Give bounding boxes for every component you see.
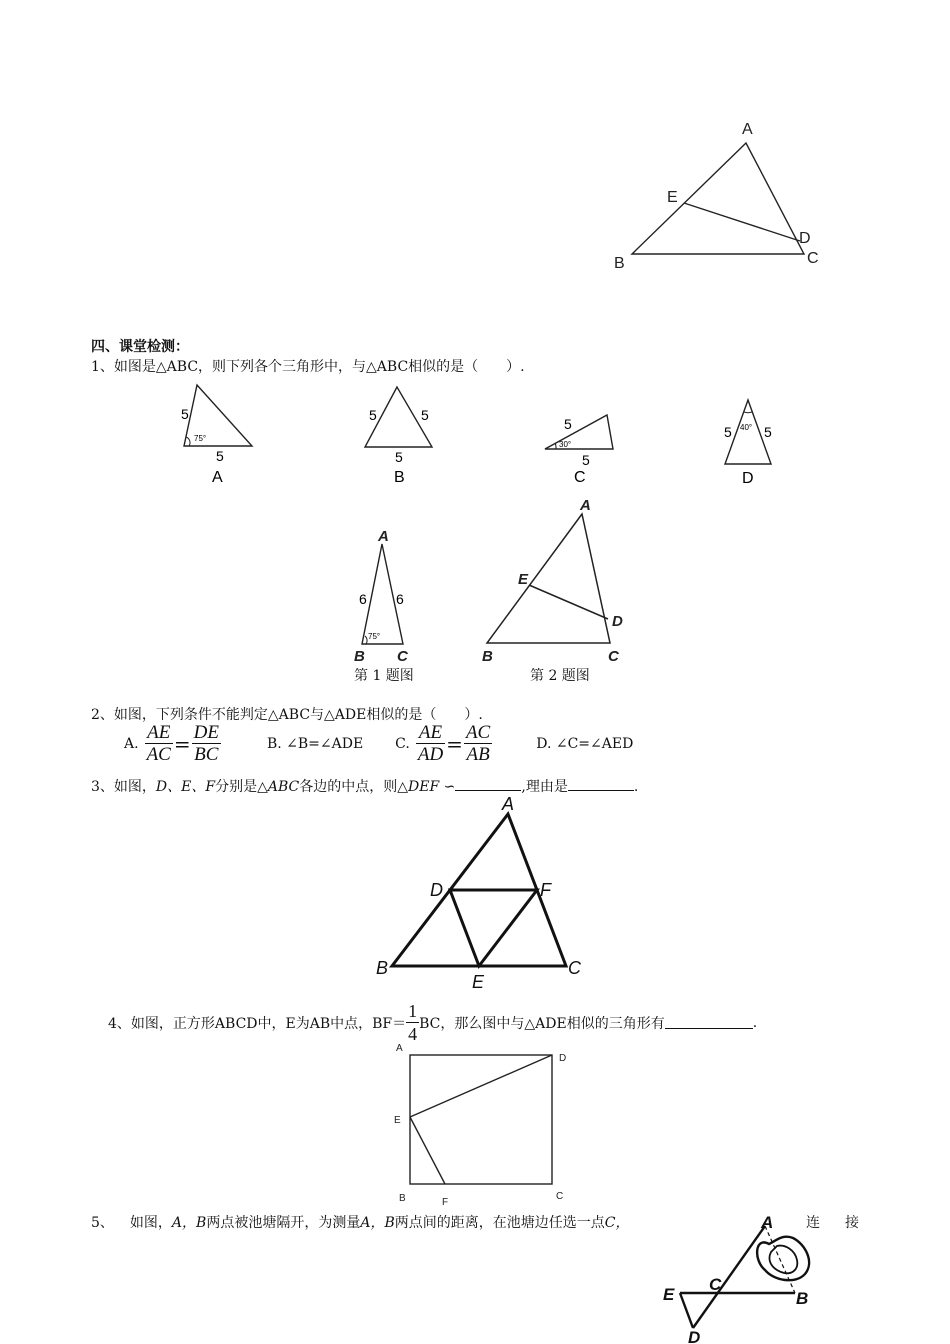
q2-option-a-label: A. — [124, 735, 139, 752]
q3-def: DEF — [408, 779, 440, 795]
q5-label-a: A — [761, 1213, 774, 1232]
frac-num: AE — [145, 722, 173, 744]
q2-fig-label-b: B — [482, 648, 493, 665]
label-d: D — [799, 230, 811, 247]
q3-label-e: E — [472, 972, 485, 992]
label-c: C — [807, 250, 819, 267]
q1-b-side-right: 5 — [421, 407, 429, 423]
q3-label-f: F — [540, 880, 551, 900]
q2-option-c-label: C. — [395, 735, 410, 752]
q3-part4: ,理由是 — [521, 779, 568, 795]
q5-figure — [655, 1210, 825, 1344]
q1-option-a-figure — [170, 380, 270, 490]
segment-ad — [693, 1226, 765, 1328]
q3-part1: 3、如图， — [91, 779, 156, 795]
q5-label-e: E — [663, 1285, 675, 1304]
triangle-abc — [632, 143, 804, 254]
q1-c-side-bottom: 5 — [582, 452, 590, 468]
q3-label-b: B — [376, 958, 389, 978]
q1-d-side-left: 5 — [724, 424, 732, 440]
q1-a-side-left: 5 — [181, 406, 189, 422]
q5-ab1: A，B — [171, 1215, 207, 1231]
q5-label-c: C — [709, 1275, 722, 1294]
q5-num: 5、 — [91, 1215, 114, 1231]
pond-inner — [769, 1246, 797, 1274]
frac-den: BC — [194, 744, 219, 765]
q2-c-fraction-2 — [464, 722, 492, 765]
q4-label-c: C — [556, 1191, 564, 1202]
q3-blank-1[interactable] — [455, 778, 521, 791]
q1-option-a-label: A — [212, 469, 223, 486]
q1-b-side-bottom: 5 — [395, 449, 403, 465]
q3-abc: ABC — [267, 779, 300, 795]
q1-fig-side-right: 6 — [396, 591, 404, 607]
q1-d-side-right: 5 — [764, 424, 772, 440]
segment-ed — [680, 1293, 693, 1328]
triangle-def — [450, 890, 537, 966]
q3-part3: 各边的中点，则△ — [299, 779, 409, 795]
q1-c-side-top: 5 — [564, 416, 572, 432]
q4-part2: BC，那么图中与△ADE相似的三角形有 — [419, 1015, 665, 1032]
segment-ed — [684, 203, 800, 241]
q1-a-angle: 75° — [194, 434, 207, 443]
q2-option-d: D. ∠C=∠AED — [536, 735, 634, 752]
top-triangle-figure — [600, 115, 840, 275]
frac-den: 4 — [408, 1024, 418, 1044]
q1-text: 1、如图是△ABC，则下列各个三角形中，与△ABC相似的是（ ）. — [91, 359, 525, 375]
q1-d-angle: 40° — [740, 423, 753, 432]
segment-ed — [410, 1055, 552, 1117]
q1-option-c-label: C — [574, 469, 586, 486]
q4-label-d: D — [559, 1053, 567, 1064]
q2-option-c — [395, 722, 492, 765]
q1-c-angle: 30° — [559, 440, 572, 449]
frac-num: AE — [416, 722, 445, 744]
q2-fig-label-a: A — [580, 497, 591, 514]
q4-label-e: E — [394, 1115, 401, 1126]
q5-ab2: A，B — [360, 1215, 395, 1231]
q2-text: 2、如图，下列条件不能判定△ABC与△ADE相似的是（ ）. — [91, 707, 483, 723]
frac-den: AC — [146, 744, 171, 765]
q5-part2: 两点被池塘隔开，为测量 — [206, 1215, 361, 1231]
q5-text — [91, 1212, 629, 1232]
frac-den: AB — [466, 744, 490, 765]
square-abcd — [410, 1055, 552, 1184]
q3-blank-2[interactable] — [568, 778, 634, 791]
q1-option-c-figure — [540, 380, 630, 490]
label-e: E — [667, 189, 678, 206]
q2-figure — [478, 495, 638, 670]
q1-fig-label-c: C — [397, 648, 408, 663]
frac-den: AD — [417, 744, 444, 765]
q2-fig-label-c: C — [608, 648, 619, 665]
label-a: A — [742, 121, 753, 138]
q2-caption: 第 2 题图 — [530, 668, 590, 684]
q4-end: . — [752, 1014, 758, 1031]
pond-outer — [757, 1237, 809, 1281]
q2-a-fraction-2 — [192, 722, 221, 765]
q5-c: C， — [604, 1215, 630, 1231]
q1-figure — [350, 528, 420, 663]
q3-label-c: C — [568, 958, 581, 978]
equals-sign: = — [446, 731, 463, 756]
q1-fig-angle: 75° — [368, 632, 381, 641]
q1-caption: 第 1 题图 — [354, 668, 414, 684]
q1-option-d-label: D — [742, 470, 754, 487]
q3-end: . — [633, 779, 639, 795]
q4-part1: 4、如图，正方形ABCD中，E为AB中点，BF＝ — [108, 1015, 407, 1032]
section-title: 四、课堂检测： — [91, 339, 189, 355]
frac-num: DE — [193, 722, 219, 743]
q3-label-a: A — [502, 794, 515, 814]
q4-label-f: F — [442, 1197, 449, 1208]
label-b: B — [614, 255, 625, 272]
segment-ef — [410, 1117, 445, 1184]
q3-part2: 分别是△ — [215, 779, 268, 795]
frac-num: 1 — [408, 1001, 418, 1021]
q4-label-b: B — [399, 1193, 406, 1204]
q1-option-d-figure — [715, 390, 785, 490]
q2-options — [124, 722, 633, 765]
q3-vars: D、E、F — [155, 779, 216, 795]
q2-a-fraction-1 — [145, 722, 173, 765]
frac-num: AC — [465, 722, 491, 743]
q5-part3: 两点间的距离，在池塘边任选一点 — [394, 1215, 605, 1231]
q1-option-b-figure — [355, 380, 455, 490]
q1-b-side-left: 5 — [369, 407, 377, 423]
q1-fig-label-b: B — [354, 648, 365, 663]
q3-label-d: D — [430, 880, 443, 900]
q2-option-a — [124, 722, 221, 765]
q3-figure — [370, 792, 590, 992]
q4-label-a: A — [396, 1043, 403, 1054]
q3-sim: ∽ — [439, 779, 456, 795]
q2-fig-label-d: D — [612, 613, 623, 630]
q1-fig-side-left: 6 — [359, 591, 367, 607]
q5-tail-2: 接 — [845, 1215, 859, 1231]
q5-label-b: B — [796, 1289, 809, 1308]
q5-part1: 如图， — [129, 1215, 172, 1231]
q5-tail-1: 连 — [806, 1215, 820, 1231]
q2-fig-label-e: E — [518, 571, 529, 588]
q4-figure — [385, 1035, 585, 1210]
q4-blank[interactable] — [665, 1016, 753, 1029]
q2-c-fraction-1 — [416, 722, 445, 765]
q5-label-d: D — [688, 1328, 701, 1344]
q2-option-b: B. ∠B=∠ADE — [266, 735, 364, 752]
equals-sign: = — [173, 731, 191, 756]
q1-option-b-label: B — [394, 469, 405, 486]
q1-fig-label-a: A — [378, 528, 389, 545]
q1-a-side-bottom: 5 — [216, 448, 224, 464]
